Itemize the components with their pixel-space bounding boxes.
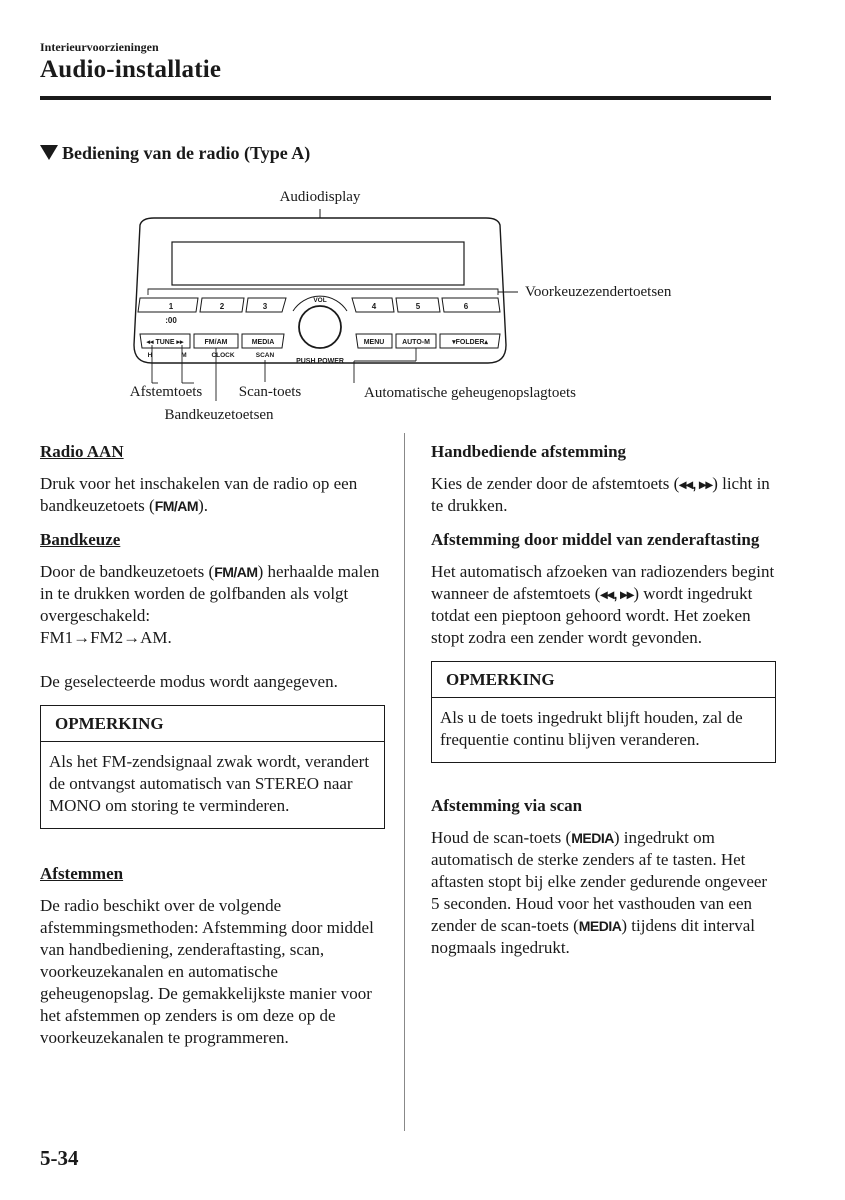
page-title: Audio-installatie [40, 56, 222, 83]
sub-heading-text: Bediening van de radio (Type A) [62, 143, 311, 163]
volume-power-knob[interactable] [299, 306, 341, 348]
svg-text:MENU: MENU [363, 339, 385, 346]
svg-text:3: 3 [262, 302, 268, 311]
svg-text:AUTO-M: AUTO-M [402, 339, 430, 346]
fm-am-key: FM/AM [154, 498, 199, 514]
paragraph-scan-tuning: Houd de scan-toets (MEDIA) ingedrukt om automatisch de sterke zenders af te tasten. Het aftasten stopt bij elke zender gedurende ongeveer 5 seconden. Houd voor het vasthouden van een zender de scan-toets (MEDIA) tijdens dit interval nogmaals ingedrukt. [431, 828, 768, 957]
paragraph-seek-tuning: Het automatisch afzoeken van radiozenders begint wanneer de afstemtoets (◂◂, ▸▸) wordt ingedrukt totdat een pieptoon gehoord wordt. Het zoeken stopt zodra een zender wordt gevonden. [431, 562, 775, 647]
heading-band: Bandkeuze [40, 530, 121, 549]
tune-h-label: H [147, 352, 153, 359]
band-sequence: FM1→FM2→AM. [40, 628, 172, 647]
audio-display-window [172, 242, 464, 285]
auto-m-button[interactable] [396, 334, 436, 348]
section-label: Interieurvoorzieningen [40, 40, 159, 54]
preset-button-3[interactable] [246, 298, 286, 312]
right-column [431, 441, 776, 959]
label-scan: Scan-toets [238, 384, 302, 400]
svg-text:5: 5 [415, 302, 421, 311]
paragraph-band: Door de bandkeuzetoets (FM/AM) herhaalde malen in te drukken worden de golfbanden als volgt overgeschakeld: [40, 562, 380, 625]
note-text: Als het FM-zendsignaal zwak wordt, verandert de ontvangst automatisch van STEREO naar MONO om storing te verminderen. [49, 752, 370, 815]
label-band: Bandkeuzetoetsen [164, 407, 274, 423]
note-heading: OPMERKING [432, 662, 775, 698]
label-auto-memory: Automatische geheugenopslagtoets [363, 385, 577, 401]
preset-button-6[interactable] [442, 298, 500, 312]
note-box-left [40, 705, 385, 829]
note-heading: OPMERKING [41, 706, 384, 742]
paragraph-radio-on: Druk voor het inschakelen van de radio op een bandkeuzetoets (FM/AM). [40, 474, 358, 515]
media-key: MEDIA [578, 918, 622, 934]
tune-key: ◂◂, ▸▸ [679, 476, 713, 492]
tune-key: ◂◂, ▸▸ [600, 586, 634, 602]
svg-text:4: 4 [371, 302, 377, 311]
label-audiodisplay: Audiodisplay [279, 189, 361, 205]
scan-label: SCAN [255, 352, 275, 359]
paragraph-mode: De geselecteerde modus wordt aangegeven. [40, 672, 338, 691]
menu-button[interactable] [356, 334, 392, 348]
triangle-down-icon [40, 145, 58, 160]
vol-label: VOL [313, 297, 327, 304]
note-text: Als u de toets ingedrukt blijft houden, zal de frequentie continu blijven veranderen. [440, 708, 743, 749]
label-tune: Afstemtoets [129, 384, 203, 400]
clock-label: CLOCK [211, 352, 235, 359]
svg-text:2: 2 [219, 302, 225, 311]
preset-button-2[interactable] [200, 298, 244, 312]
svg-text:◂◂ TUNE ▸▸: ◂◂ TUNE ▸▸ [146, 339, 184, 346]
media-button[interactable] [242, 334, 284, 348]
svg-text:1: 1 [168, 302, 174, 311]
page-number: 5-34 [40, 1146, 79, 1170]
heading-seek-tuning: Afstemming door middel van zenderaftasting [431, 530, 760, 549]
fm-am-button[interactable] [194, 334, 238, 348]
heading-scan-tuning: Afstemming via scan [431, 796, 583, 815]
paragraph-tuning: De radio beschikt over de volgende afstemmingsmethoden: Afstemming door middel van handbediening, zenderaftasting, scan, voorkeuzekanalen en automatische geheugenopslag. De gemakkelijkste manier voor het afstemmen op zenders is om deze op de voorkeuzekanalen te programmeren. [40, 896, 374, 1047]
title-rule [40, 96, 771, 100]
paragraph-manual-tuning: Kies de zender door de afstemtoets (◂◂, ▸▸) licht in te drukken. [431, 474, 770, 515]
svg-text:MEDIA: MEDIA [251, 339, 275, 346]
media-key: MEDIA [571, 830, 614, 846]
column-divider [404, 433, 405, 1131]
heading-tuning: Afstemmen [40, 864, 124, 883]
folder-button[interactable] [440, 334, 500, 348]
svg-text:FM/AM: FM/AM [204, 339, 228, 346]
heading-manual-tuning: Handbediende afstemming [431, 442, 627, 461]
fm-am-key: FM/AM [214, 564, 258, 580]
push-power-label: PUSH POWER [296, 358, 344, 365]
heading-radio-on: Radio AAN [40, 442, 124, 461]
svg-text:▾FOLDER▴: ▾FOLDER▴ [452, 339, 488, 346]
svg-text:6: 6 [463, 302, 469, 311]
tune-button[interactable] [140, 334, 190, 348]
sub-heading [40, 143, 310, 164]
label-presets: Voorkeuzezendertoetsen [525, 284, 672, 300]
note-box-right [431, 661, 776, 763]
tune-m-label: M [181, 352, 187, 359]
clock-sub-label: :00 [165, 316, 177, 325]
left-column [40, 441, 385, 1049]
preset-button-4[interactable] [352, 298, 394, 312]
preset-button-5[interactable] [396, 298, 440, 312]
preset-button-1[interactable] [138, 298, 198, 312]
radio-panel-diagram [120, 185, 720, 430]
